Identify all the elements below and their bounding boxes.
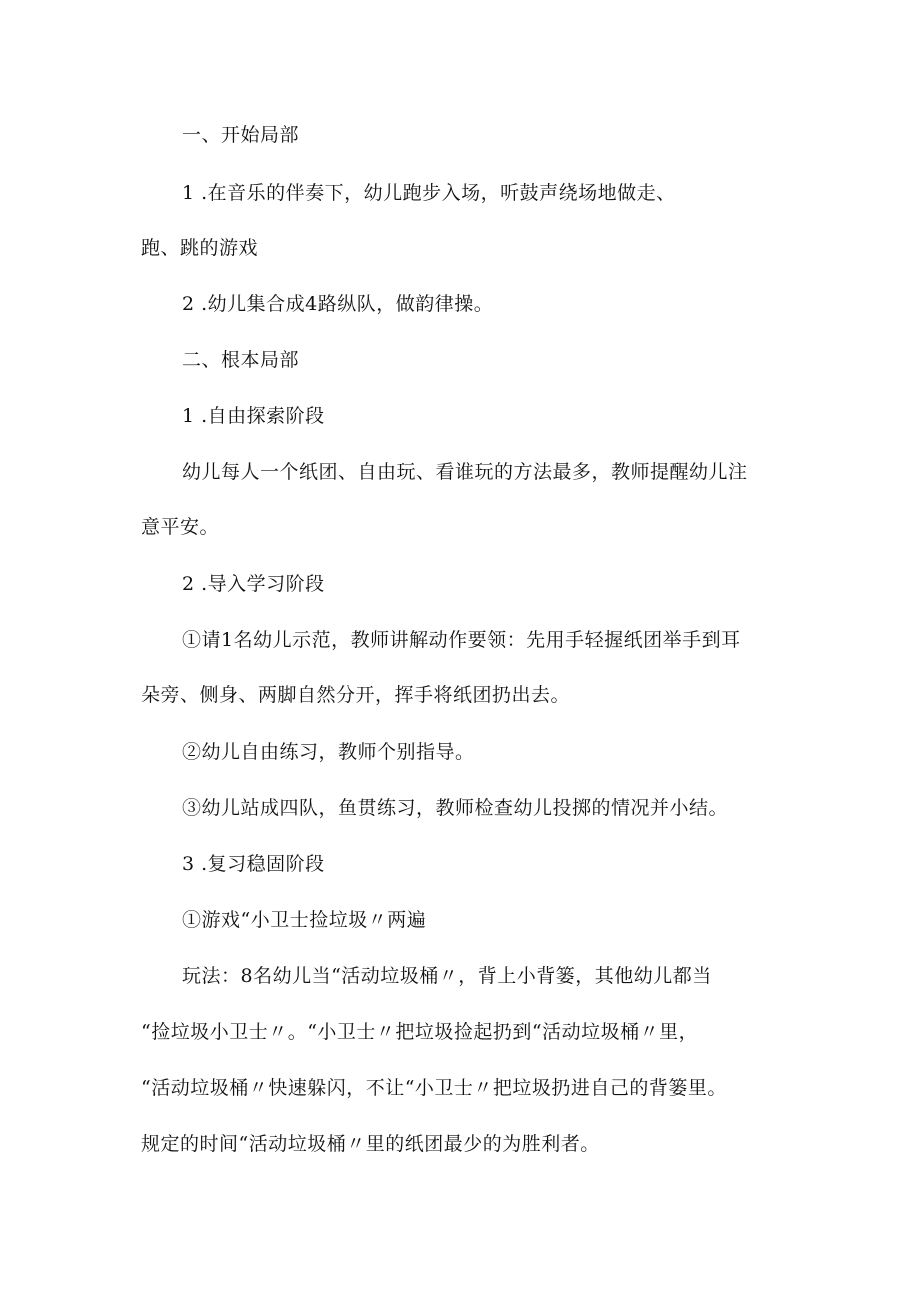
paragraph-line: 意平安。	[141, 516, 220, 538]
paragraph-line: ③幼儿站成四队，鱼贯练习，教师检查幼儿投掷的情况并小结。	[182, 797, 729, 819]
paragraph-line: 朵旁、侧身、两脚自然分开，挥手将纸团扔出去。	[141, 684, 571, 706]
paragraph-line: 幼儿每人一个纸团、自由玩、看谁玩的方法最多，教师提醒幼儿注	[182, 461, 748, 483]
section-heading-basic: 二、根本局部	[182, 349, 300, 371]
paragraph-line: 玩法：8名幼儿当“活动垃圾桶〃，背上小背篓，其他幼儿都当	[182, 965, 712, 987]
subheading-review: 3 .复习稳固阶段	[182, 853, 325, 875]
paragraph-line: 跑、跳的游戏	[141, 237, 259, 259]
paragraph-line: 规定的时间“活动垃圾桶〃里的纸团最少的为胜利者。	[141, 1133, 600, 1155]
subheading-explore: 1 .自由探索阶段	[182, 405, 325, 427]
paragraph-line: ②幼儿自由练习，教师个别指导。	[182, 741, 475, 763]
paragraph-line: “捡垃圾小卫士〃。“小卫士〃把垃圾捡起扔到“活动垃圾桶〃里，	[141, 1021, 699, 1043]
subheading-learning: 2 .导入学习阶段	[182, 573, 325, 595]
paragraph-line: “活动垃圾桶〃快速躲闪，不让“小卫士〃把垃圾扔进自己的背篓里。	[141, 1077, 727, 1099]
paragraph-line: ①游戏“小卫士捡垃圾〃两遍	[182, 909, 427, 931]
section-heading-start: 一、开始局部	[182, 124, 300, 146]
paragraph-line: 2 .幼儿集合成4路纵队，做韵律操。	[182, 293, 494, 315]
paragraph-line: 1 .在音乐的伴奏下，幼儿跑步入场，听鼓声绕场地做走、	[182, 182, 676, 204]
paragraph-line: ①请1名幼儿示范，教师讲解动作要领：先用手轻握纸团举手到耳	[182, 629, 741, 651]
